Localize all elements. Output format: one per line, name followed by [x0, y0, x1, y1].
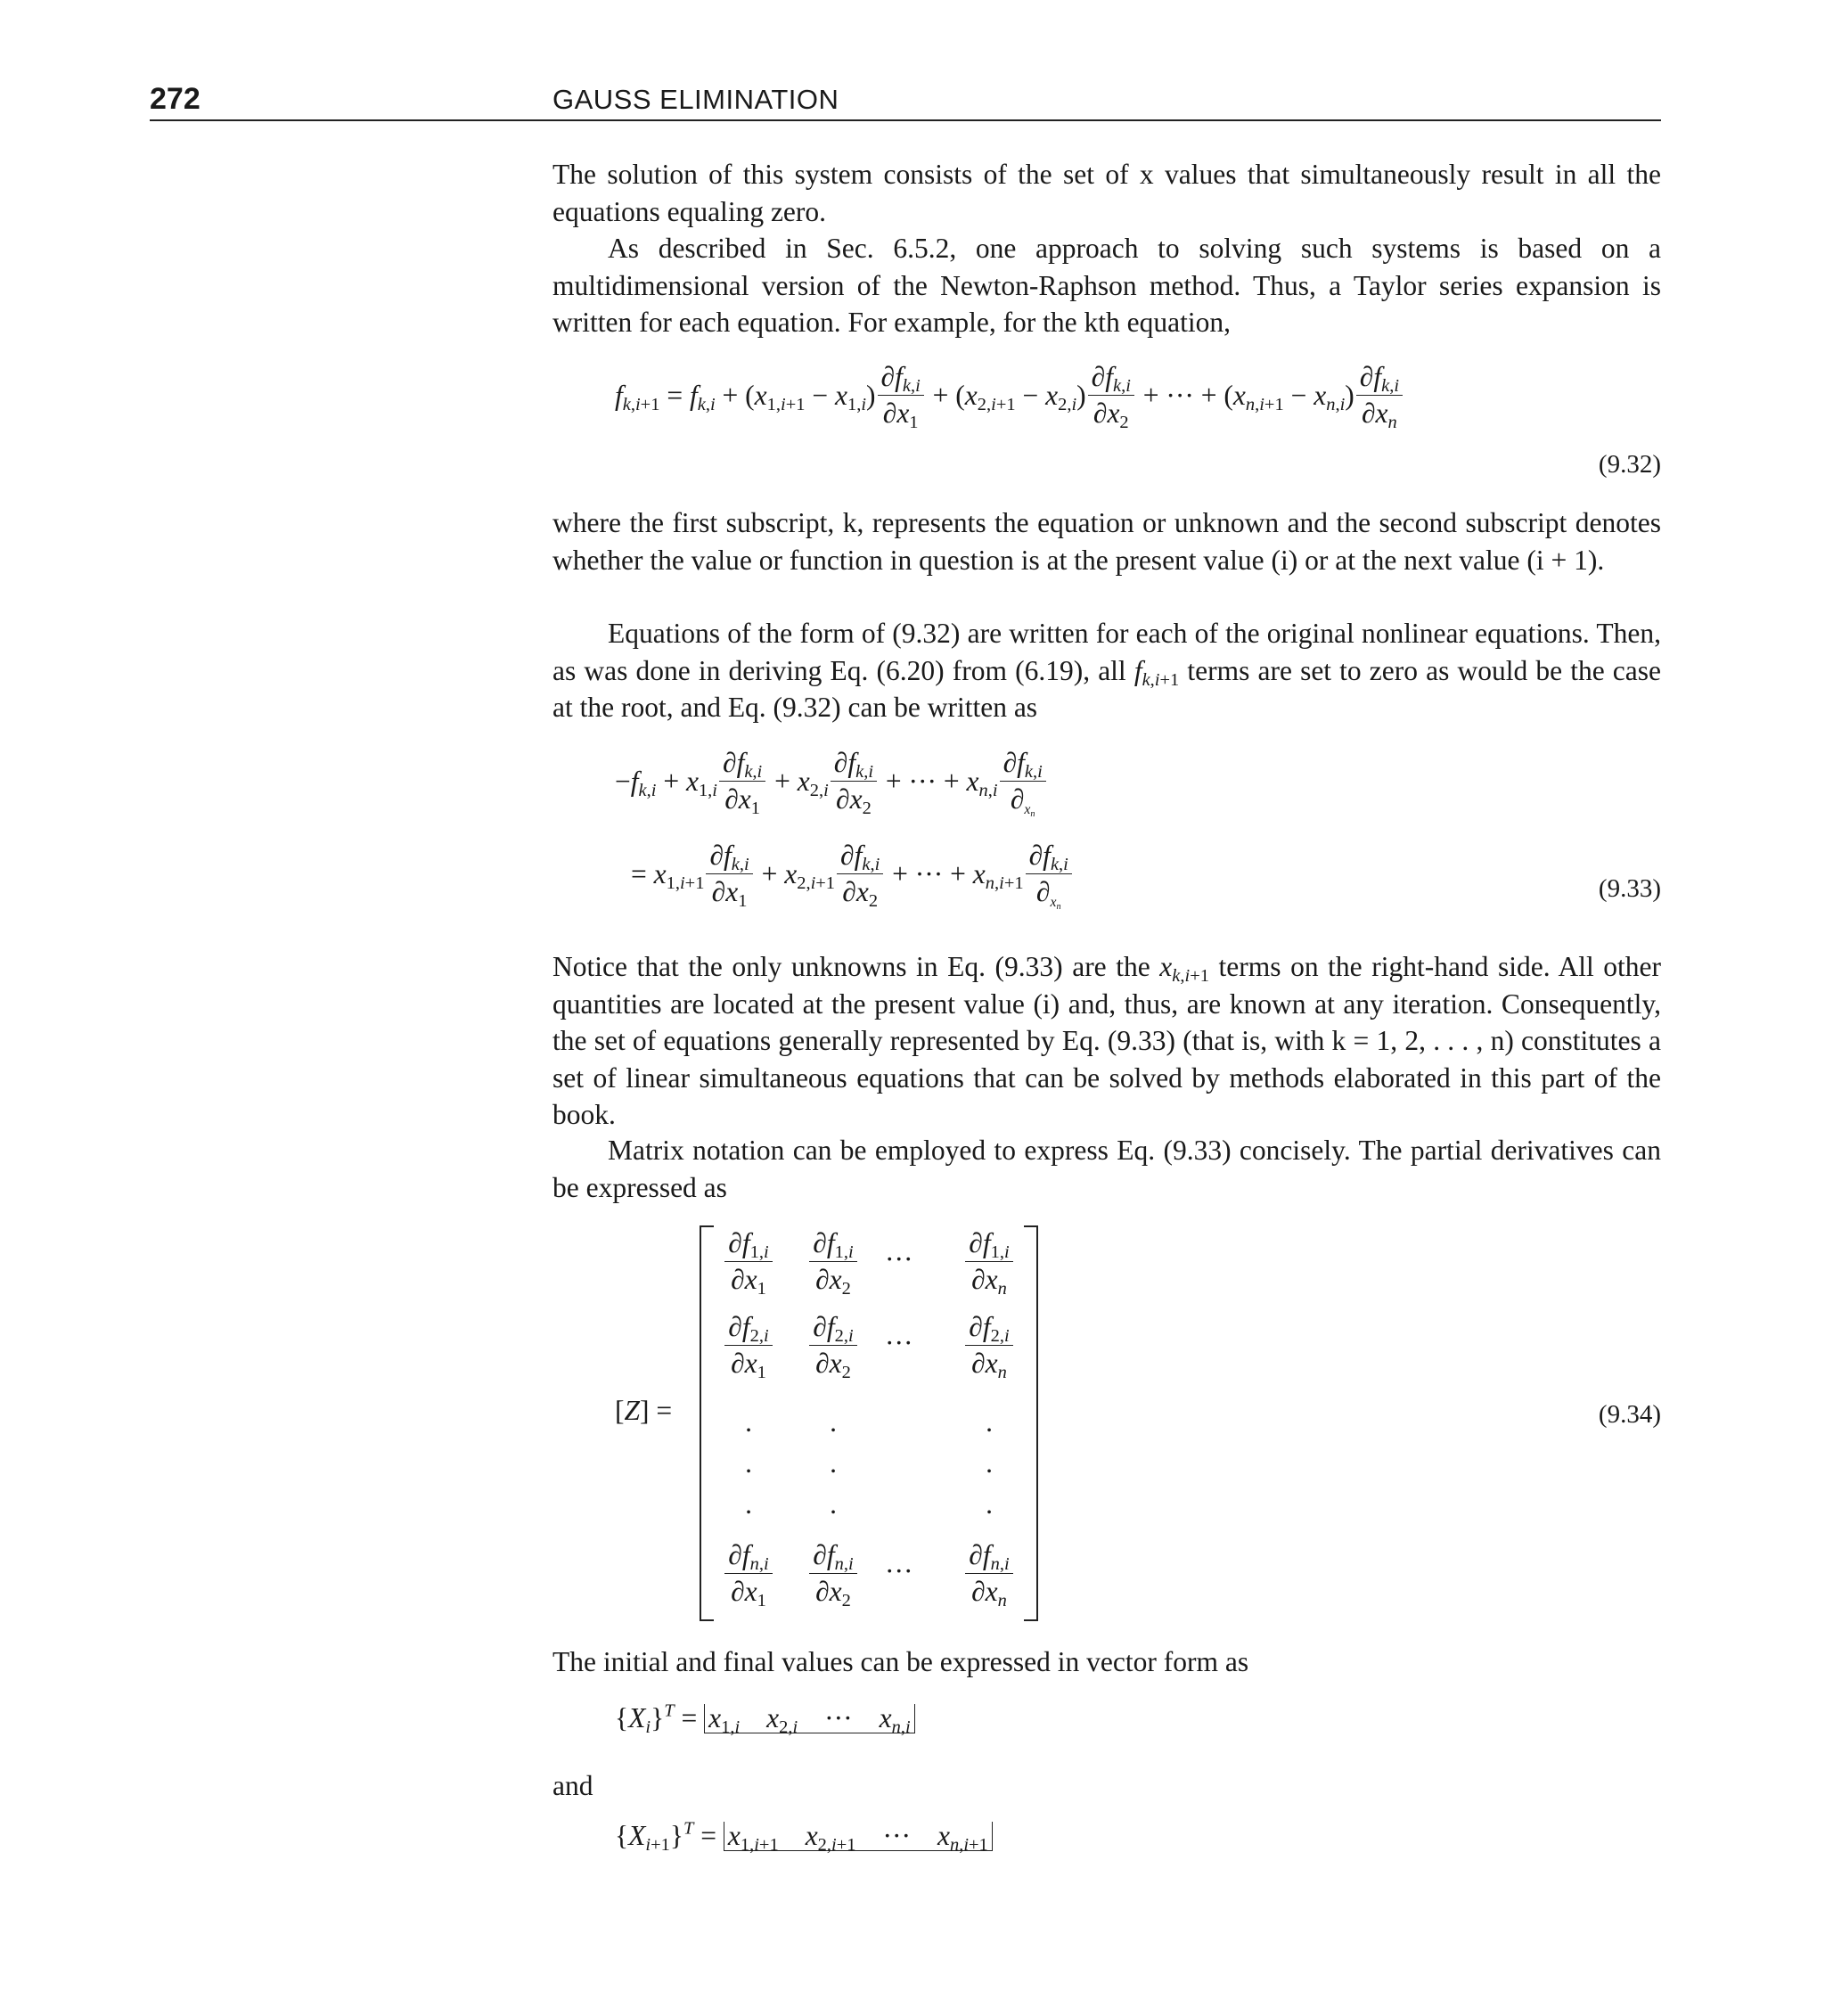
vector-x-i1-expression: $\{X_{i+1}\}^T = x_{1,i+1}$ $x_{2,i+1}$ ··· $x_{n,i+1}$ — [615, 1820, 993, 1852]
equation-9-33-label: (9.33) — [1598, 874, 1661, 903]
z-matrix-label: [Z] = — [615, 1395, 673, 1426]
equation-9-33-line-1: $-f_{k,i} + x_{1,i}$ $\frac{\partial f_{k,i}}{\partial x_1}$ + $x_{2,i}$ $\frac{\partial f_{k,i}}{\partial x_2}$ + ··· + $x_{n,i}$ $\frac{\partial f_{k,i}}{\partial x_n}$ — [615, 747, 1723, 815]
paragraph-1-block — [552, 156, 1661, 230]
matrix-cell-2-1: $\frac{\partial f_{2,i}}{\partial x_1}$ — [713, 1311, 784, 1380]
equation-9-34-label: (9.34) — [1598, 1400, 1661, 1429]
paragraph-4-block — [552, 615, 1661, 726]
matrix-cell-n-n: $\frac{\partial f_{n,i}}{\partial x_n}$ — [953, 1539, 1025, 1608]
equation-9-32-body: $f_{k,i+1} = f_{k,i} + (x_{1,i+1} - x_{1,i})$ $\frac{\partial f_{k,i}}{\partial x_1}$ + $(x_{2,i+1} - x_{2,i})$ $\frac{\partial f_{k,i}}{\partial x_2}$ + ··· + $(x_{n,i+1} - x_{n,i})$ $\frac{\partial f_{k,i}}{\partial x_n}$ — [615, 361, 1723, 430]
paragraph-2: As described in Sec. 6.5.2, one approach to solving such systems is based on a multidimensional version of the Newton-Raphson method. Thus, a Taylor series expansion is written for each equation. For example, for the kth equation, — [552, 233, 1661, 338]
x-k-i1-term: $x_{k,i+1}$ — [1159, 951, 1209, 987]
matrix-cell-1-n: $\frac{\partial f_{1,i}}{\partial x_n}$ — [953, 1227, 1025, 1296]
page-number: 272 — [150, 82, 201, 116]
matrix-vdots-col-2: . . . — [830, 1406, 837, 1520]
matrix-cell-n-1: $\frac{\partial f_{n,i}}{\partial x_1}$ — [713, 1539, 784, 1608]
matrix-cell-1-2: $\frac{\partial f_{1,i}}{\partial x_2}$ — [798, 1227, 869, 1296]
matrix-cell-2-n: $\frac{\partial f_{2,i}}{\partial x_n}$ — [953, 1311, 1025, 1380]
paragraph-5-block — [552, 948, 1661, 1134]
equation-9-32-label: (9.32) — [1598, 450, 1661, 479]
matrix-vdots-col-n: . . . — [986, 1406, 993, 1520]
matrix-cell-2-2: $\frac{\partial f_{2,i}}{\partial x_2}$ — [798, 1311, 869, 1380]
paragraph-6: Matrix notation can be employed to express Eq. (9.33) concisely. The partial derivatives can be expressed as — [552, 1135, 1661, 1203]
paragraph-5-part-a: Notice that the only unknowns in Eq. (9.33) are the — [552, 951, 1150, 982]
running-title: GAUSS ELIMINATION — [552, 84, 839, 115]
matrix-cell-1-1: $\frac{\partial f_{1,i}}{\partial x_1}$ — [713, 1227, 784, 1296]
matrix-vdots-col-1: . . . — [745, 1406, 752, 1520]
right-bracket — [1024, 1225, 1038, 1621]
paragraph-5-part-b: terms on the right-hand side. All other quantities are located at the present value (i) and, thus, are known at any iteration. Consequently, the set of equations generally represented by Eq. (9.33) (that is, with k = 1, 2, . . . , n) constitutes a set of linear simultaneous equations that can be solved by methods elaborated in this part of the book. — [552, 951, 1661, 1130]
paragraph-7: The initial and final values can be expressed in vector form as — [552, 1646, 1249, 1677]
left-bracket — [700, 1225, 714, 1621]
matrix-hdots-n: ··· — [885, 1555, 913, 1586]
paragraph-8-block — [552, 1767, 1661, 1805]
jacobian-matrix — [700, 1225, 1038, 1618]
equation-9-33-line-2: = $x_{1,i+1}$ $\frac{\partial f_{k,i}}{\partial x_1}$ + $x_{2,i+1}$ $\frac{\partial f_{k,i}}{\partial x_2}$ + ··· + $x_{n,i+1}$ $\frac{\partial f_{k,i}}{\partial x_n}$ — [631, 840, 1739, 908]
equation-9-32 — [552, 361, 1661, 486]
equation-9-34 — [552, 1225, 1661, 1618]
paragraph-7-block — [552, 1643, 1661, 1681]
paragraph-3-block — [552, 504, 1661, 578]
paragraph-4-part-a: Equations of the form of (9.32) are written for each of the original nonlinear equations. Then, as was done in deriving Eq. (6.20) from (6.19), all — [552, 618, 1661, 686]
paragraph-3: where the first subscript, k, represents the equation or unknown and the second subscript denotes whether the value or function in question is at the present value (i) or at the next value (i + 1). — [552, 507, 1661, 576]
matrix-hdots-2: ··· — [885, 1327, 913, 1358]
paragraph-6-block — [552, 1132, 1661, 1206]
paragraph-2-block — [552, 230, 1661, 341]
paragraph-1: The solution of this system consists of the set of x values that simultaneously result in all the equations equaling zero. — [552, 159, 1661, 227]
equation-9-33 — [552, 747, 1661, 934]
matrix-cell-n-2: $\frac{\partial f_{n,i}}{\partial x_2}$ — [798, 1539, 869, 1608]
paragraph-8: and — [552, 1770, 593, 1801]
matrix-hdots-1: ··· — [885, 1243, 913, 1274]
page-header — [150, 82, 1661, 121]
vector-x-i-expression: $\{X_i\}^T = x_{1,i}$ $x_{2,i}$ ··· $x_{n,i}$ — [615, 1702, 915, 1734]
paragraph-4-part-b: terms are set to zero as would be the case at the root, and Eq. (9.32) can be written as — [552, 654, 1662, 723]
f-k-i1-term: $f_{k,i+1}$ — [1133, 654, 1180, 690]
